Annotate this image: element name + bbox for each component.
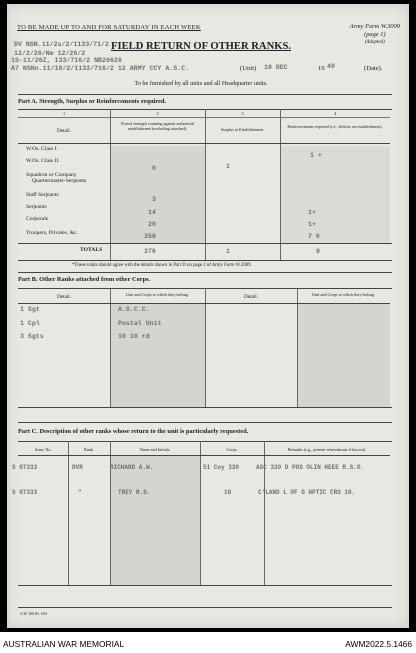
reinf-value: 1 + xyxy=(310,152,322,159)
col-header-posted: Posted strength counting against authorised establishment (excluding attached). xyxy=(121,121,194,131)
surplus-value: 1 xyxy=(226,163,230,170)
col-header-detail: Detail. xyxy=(244,294,258,300)
col-number-2: 2 xyxy=(156,111,159,116)
divider xyxy=(18,94,392,95)
posted-value: 20 xyxy=(148,221,156,228)
furnished-note: To be furnished by all units and all Headquarter units. xyxy=(134,80,268,87)
row-label: Corporals xyxy=(26,216,49,222)
divider xyxy=(18,272,392,273)
part-c-end-rule xyxy=(18,607,392,608)
unit-column-shade xyxy=(297,303,390,407)
part-c-bottom-rule xyxy=(18,585,392,586)
part-c-top-rule xyxy=(18,441,392,442)
totals-bottom-rule xyxy=(18,260,392,261)
row-label-squadron xyxy=(26,172,86,184)
corps: 10 xyxy=(224,489,232,496)
instruction-text: TO BE MADE UP TO AND FOR SATURDAY IN EACH WEEK xyxy=(17,24,201,31)
form-adapted: (Adapted) xyxy=(364,40,385,45)
part-a-heading: Part A. Strength, Surplus or Reinforcements required. xyxy=(18,98,166,105)
totals-label: TOTALS xyxy=(80,247,103,253)
posted-column-shade xyxy=(110,146,205,244)
row-rule xyxy=(18,143,390,144)
attached-detail: 1 Cpl xyxy=(20,320,40,327)
reinf-value: 1+ xyxy=(308,209,316,216)
col-divider xyxy=(264,441,265,585)
name-column-shade xyxy=(110,455,200,585)
unit-date-typed: 10 DEC xyxy=(264,64,288,71)
col-number-1: 1 xyxy=(62,111,66,116)
attached-detail: 1 Sgt xyxy=(20,306,40,313)
form-name: Army Form W.3009 xyxy=(349,23,400,30)
row-rule xyxy=(18,303,390,304)
col-divider xyxy=(297,288,298,407)
part-b-bottom-rule xyxy=(18,407,392,408)
attached-detail: 3 Sgts xyxy=(20,333,44,340)
year-typed: 40 xyxy=(327,63,335,70)
name: TREY R.S. xyxy=(118,489,151,496)
col-divider xyxy=(200,441,201,585)
posted-value: 3 xyxy=(152,196,156,203)
row-label: W.Os. Class II. xyxy=(26,158,60,164)
remarks: ASC 330 D POS OLIN HEEE R.S.O. xyxy=(256,464,365,471)
form-title: FIELD RETURN OF OTHER RANKS. xyxy=(110,41,292,52)
printer-code: A.W. 286 Wt. 6/43 xyxy=(20,612,48,616)
posted-value: 0 xyxy=(152,165,156,172)
attached-unit: 10 10 rd xyxy=(118,333,150,340)
row-label: W.Os. Class I. xyxy=(26,146,58,152)
posted-value: 358 xyxy=(144,233,156,240)
col-header-corps: Corps. xyxy=(226,447,238,452)
col-header-remarks: Remarks (e.g., present whereabouts if known). xyxy=(287,447,367,452)
col-header-unit: Unit and Corps to which they belong. xyxy=(126,292,189,297)
col-divider xyxy=(280,109,281,261)
year-prefix: 19 xyxy=(318,65,325,72)
reinf-value: 1+ xyxy=(308,221,316,228)
attached-unit: Postal Unit xyxy=(118,320,162,327)
divider xyxy=(18,422,392,423)
col-divider xyxy=(205,109,206,261)
archive-id: AWM2022.5.1466 xyxy=(345,639,412,649)
remarks: C'LAND L OF G HPTIC CRS 10. xyxy=(258,489,356,496)
col-number-3: 3 xyxy=(241,111,244,116)
col-divider xyxy=(110,288,111,407)
typed-line-2: 12/2/26/Nm 12/26/2 xyxy=(14,50,86,57)
total-posted: 376 xyxy=(144,248,156,255)
name: RICHARD A.W. xyxy=(110,464,154,471)
row-rule xyxy=(18,455,390,456)
reinf-column-shade xyxy=(280,146,390,244)
col-header-surplus: Surplus to Establishment. xyxy=(221,127,264,132)
archive-name: AUSTRALIAN WAR MEMORIAL xyxy=(3,639,125,649)
col-divider xyxy=(205,288,206,407)
attached-unit: A.S.C.C. xyxy=(118,306,150,313)
col-header-name: Name and Initials. xyxy=(139,447,171,452)
total-reinf: 9 xyxy=(316,248,320,255)
col-number-4: 4 xyxy=(333,111,337,116)
part-b-heading: Part B. Other Ranks attached from other Corps. xyxy=(18,276,151,283)
corps: 51 Coy 330 xyxy=(203,464,240,471)
row-label-line: Squadron or Company xyxy=(26,172,77,178)
army-no: S 07333 xyxy=(12,489,38,496)
col-header-unit: Unit and Corps to which they belong. xyxy=(312,292,375,297)
typed-line-1: DV NSN.11/2s/2/1133/71/2 xyxy=(14,41,109,48)
total-surplus: 1 xyxy=(226,248,230,255)
form-page: (page 1) xyxy=(364,31,386,38)
part-c-heading: Part C. Description of other ranks whose return to the unit is particularly requested. xyxy=(18,428,249,435)
col-header-rank: Rank. xyxy=(84,447,94,452)
row-label: Staff Serjeants xyxy=(26,192,59,198)
unit-label: (Unit) xyxy=(240,65,257,72)
col-header-army-no: Army No. xyxy=(34,447,52,452)
archive-footer xyxy=(0,632,416,653)
totals-rule xyxy=(18,243,392,244)
col-header-reinf: Reinforcements required (i.e., deficits on establishment). xyxy=(287,124,383,129)
rank: DVR xyxy=(72,464,83,471)
col-divider xyxy=(68,441,69,585)
rank: " xyxy=(78,489,82,496)
col-header-detail: Detail. xyxy=(57,294,71,300)
row-label-line: Quartermaster-Serjeants xyxy=(32,178,87,184)
army-no: S 07333 xyxy=(12,464,38,471)
typed-line-4: A7 NSNn.11/10/2/1133/716/2 12 ARMY CCY A.S.C. xyxy=(11,65,190,72)
unit-column-shade xyxy=(110,303,205,407)
col-header-detail: Detail. xyxy=(57,128,71,134)
col-divider xyxy=(110,441,111,585)
part-a-note: *These totals should agree with the details shown in Part D on page 2 of Army Form W.3009. xyxy=(72,263,252,268)
row-label: Troopers, Privates, &c. xyxy=(26,230,78,236)
reinf-value: 7 6 xyxy=(308,233,320,240)
posted-value: 14 xyxy=(148,209,156,216)
row-rule xyxy=(18,117,390,118)
typed-line-3: 1S-11/26Z, 133/716/2 NB26626 xyxy=(11,57,122,64)
row-label: Serjeants xyxy=(26,204,47,210)
date-label: (Date). xyxy=(364,65,383,72)
col-divider xyxy=(110,109,111,261)
